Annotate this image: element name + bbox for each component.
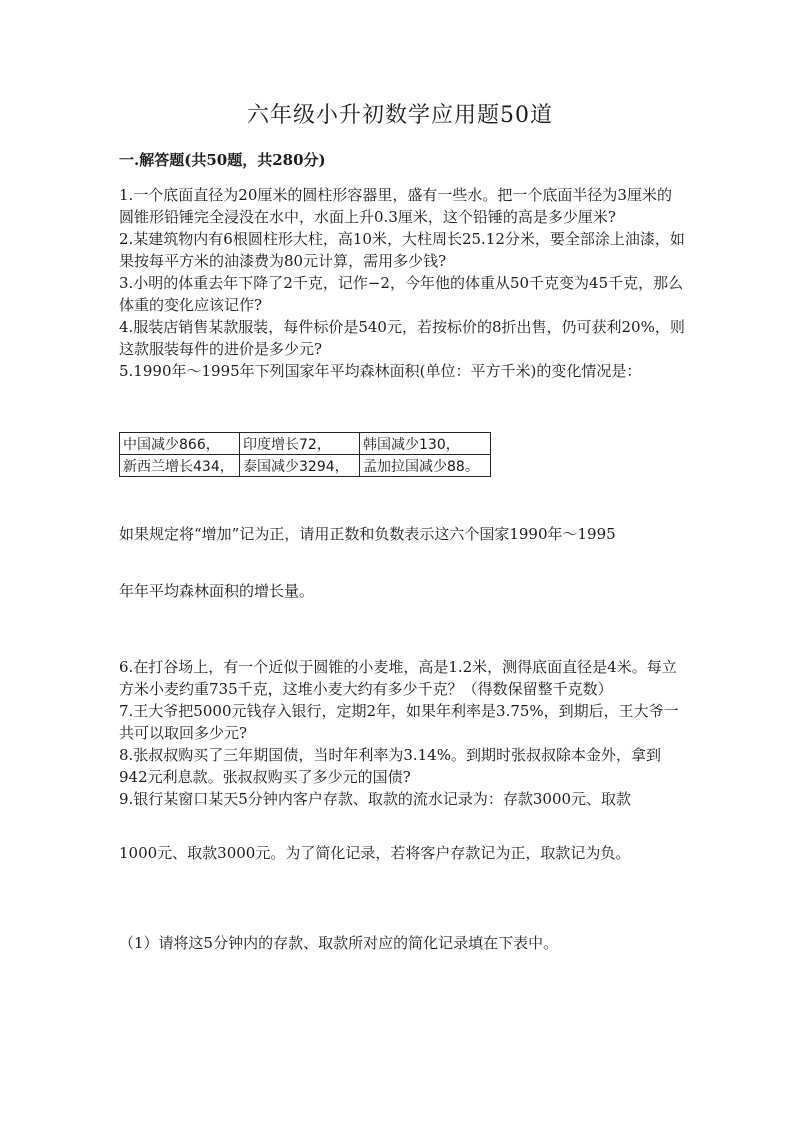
problem-2: 2.某建筑物内有6根圆柱形大柱，高10米，大柱周长25.12分米，要全部涂上油漆，如果按每平方米的油漆费为80元计算，需用多少钱?	[119, 230, 685, 270]
problem-3: 3.小明的体重去年下降了2千克，记作−2，今年他的体重从50千克变为45千克，那么体重的变化应该记作?	[119, 274, 684, 314]
problem-9-question-1: （1）请将这5分钟内的存款、取款所对应的简化记录填在下表中。	[119, 934, 559, 952]
problem-8: 8.张叔叔购买了三年期国债，当时年利率为3.14%。到期时张叔叔除本金外，拿到942元利息款。张叔叔购买了多少元的国债?	[119, 746, 661, 786]
table-cell: 泰国减少3294，	[240, 455, 360, 477]
table-cell: 中国减少866，	[120, 433, 240, 455]
problem-1: 1.一个底面直径为20厘米的圆柱形容器里，盛有一些水。把一个底面半径为3厘米的圆锥形铅锤完全浸没在水中，水面上升0.3厘米，这个铅锤的高是多少厘米?	[119, 186, 672, 226]
problem-5-instruction: 如果规定将“增加”记为正，请用正数和负数表示这六个国家1990年～1995	[119, 525, 616, 543]
problem-5: 5.1990年～1995年下列国家年平均森林面积(单位：平方千米)的变化情况是：	[119, 362, 642, 380]
forest-area-table	[119, 432, 491, 477]
table-row	[120, 433, 491, 455]
problems-group-a	[119, 184, 685, 382]
table-cell: 印度增长72，	[240, 433, 360, 455]
problem-9: 9.银行某窗口某天5分钟内客户存款、取款的流水记录为：存款3000元、取款	[119, 790, 632, 808]
problem-7: 7.王大爷把5000元钱存入银行，定期2年，如果年利率是3.75%，到期后，王大爷一共可以取回多少元?	[119, 702, 679, 742]
problems-group-b	[119, 656, 685, 810]
page-title: 六年级小升初数学应用题50道	[247, 103, 553, 128]
table-cell: 新西兰增长434，	[120, 455, 240, 477]
problem-5-instruction-cont: 年年平均森林面积的增长量。	[119, 582, 315, 600]
section-heading: 一.解答题(共50题，共280分)	[119, 151, 326, 169]
problem-9-continued: 1000元、取款3000元。为了简化记录，若将客户存款记为正，取款记为负。	[119, 844, 631, 862]
table-cell: 韩国减少130，	[360, 433, 491, 455]
table-row	[120, 455, 491, 477]
problem-4: 4.服装店销售某款服装，每件标价是540元，若按标价的8折出售，仍可获利20%，则这款服装每件的进价是多少元?	[119, 318, 685, 358]
table-cell: 孟加拉国减少88。	[360, 455, 491, 477]
problem-6: 6.在打谷场上，有一个近似于圆锥的小麦堆，高是1.2米，测得底面直径是4米。每立方米小麦约重735千克，这堆小麦大约有多少千克？（得数保留整千克数）	[119, 658, 677, 698]
